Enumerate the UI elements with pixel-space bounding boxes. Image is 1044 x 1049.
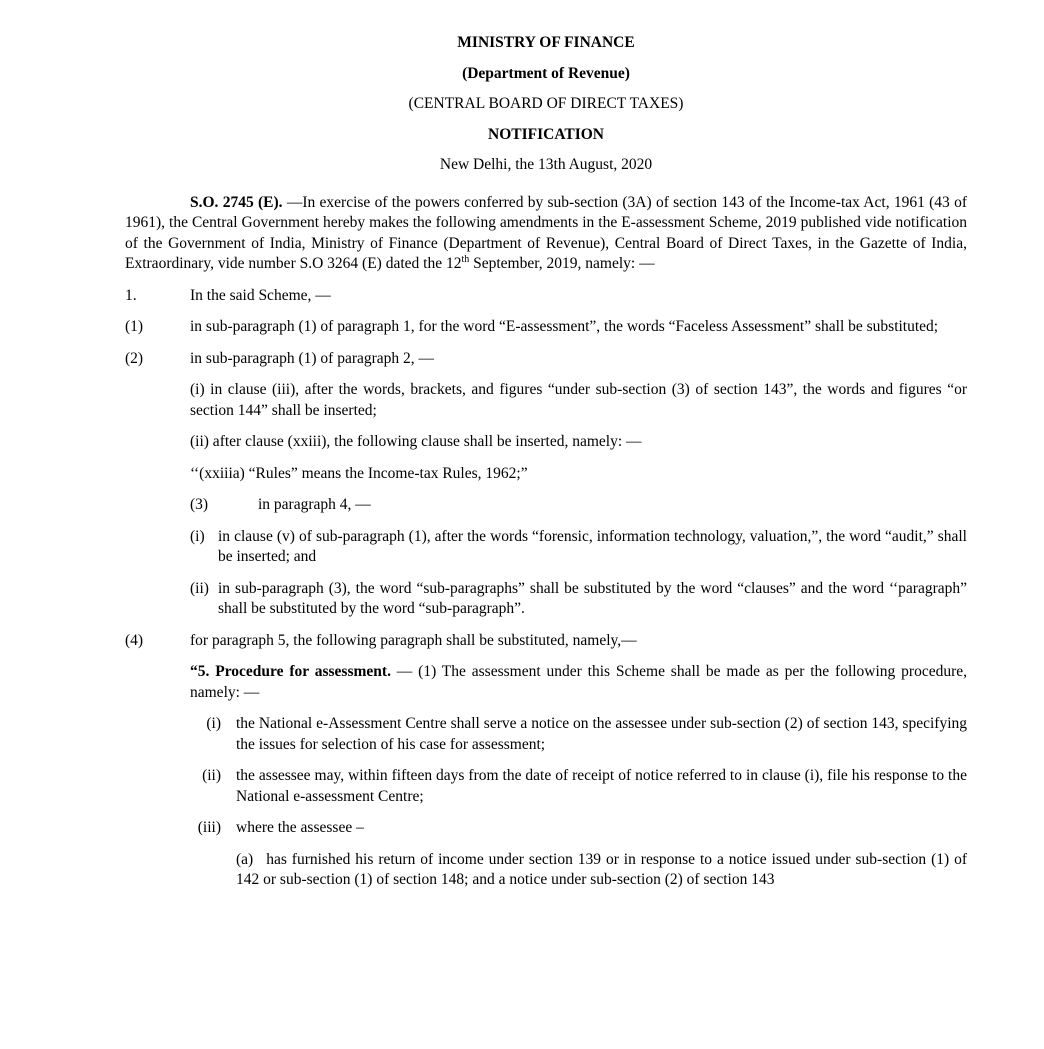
item-text: has furnished his return of income under section 139 or in response to a notice issued under sub-section (1) of 142 or sub-section (1) of section 148; and a notice under sub-section (2) of section 143 [236,850,967,888]
item-text: in clause (v) of sub-paragraph (1), after the words “forensic, information technology, valuation,”, the word “audit,” shall be inserted; and [218,527,967,565]
item-text: In the said Scheme, — [190,286,331,304]
heading-department: (Department of Revenue) [462,64,630,82]
item-marker: (1) [125,318,144,335]
list-item-clause-1 [125,317,967,338]
item-marker: (4) [125,631,144,649]
intro-superscript: th [461,253,470,265]
notification-document [125,0,967,891]
item-marker: (ii) [190,579,209,597]
item-marker: (iii) [197,819,221,836]
item-marker: (ii) [202,767,221,784]
heading-board: (CENTRAL BOARD OF DIRECT TAXES) [408,95,684,112]
item-marker: (3) [190,496,209,513]
item-marker: (2) [125,349,144,367]
procedure-item-ii [125,766,967,807]
item-text: where the assessee – [236,819,364,836]
item-text: the National e-Assessment Centre shall serve a notice on the assessee under sub-section (2) of section 143, specifying the issues for selection of his case for assessment; [236,715,967,753]
heading-ministry: MINISTRY OF FINANCE [457,34,635,51]
item-text: in sub-paragraph (1) of paragraph 1, for the word “E-assessment”, the words “Faceless Assessment” shall be substituted; [190,318,939,335]
clause-3-sub-ii [190,579,967,620]
clause-2-sub-i: (i) in clause (iii), after the words, brackets, and figures “under sub-section (3) of section 143”, the words and figures “or section 144” shall be inserted; [190,381,967,419]
paragraph-5-procedure [190,662,967,703]
list-item-clause-2 [125,349,967,370]
dateline: New Delhi, the 13th August, 2020 [439,156,653,173]
item-text: in paragraph 4, — [258,496,371,513]
item-marker: (i) [190,527,205,545]
procedure-item-i [125,714,967,755]
clause-3-sub-i [190,527,967,568]
item-text: in sub-paragraph (1) of paragraph 2, — [190,349,435,367]
clause-2-sub-ii: (ii) after clause (xxiii), the following clause shall be inserted, namely: — [190,433,642,450]
list-item-main-1 [125,286,967,307]
list-item-clause-3 [190,495,967,516]
intro-paragraph [125,193,967,275]
paragraph-5-lead: “5. Procedure for assessment. [190,663,391,680]
item-marker: 1. [125,286,137,304]
item-text: in sub-paragraph (3), the word “sub-paragraphs” shall be substituted by the word “clauses” and the word ‘‘paragraph” shall be substituted by the word “sub-paragraph”. [218,579,967,617]
so-number: S.O. 2745 (E). [190,193,283,211]
intro-text-2: September, 2019, namely: — [469,255,655,272]
item-text: the assessee may, within fifteen days from the date of receipt of notice referred to in clause (i), file his response to the National e-assessment Centre; [236,767,967,805]
procedure-item-iii [125,818,967,839]
paragraph-5-rest: — (1) The assessment under this Scheme shall be made as per the following procedure, namely: — [190,663,967,701]
intro-text-1: —In exercise of the powers conferred by sub-section (3A) of section 143 of the Income-tax Act, 1961 (43 of 1961), the Central Government hereby makes the following amendments in the E-assessment Scheme, 2019 published vide notification of the Government of India, Ministry of Finance (Department of Revenue), Central Board of Direct Taxes, in the Gazette of India, Extraordinary, vide number S.O 3264 (E) dated the 12 [125,193,967,272]
heading-notification: NOTIFICATION [488,125,604,143]
list-item-clause-4 [125,631,967,652]
item-marker: (a) [236,850,254,868]
item-text: for paragraph 5, the following paragraph shall be substituted, namely,— [190,631,637,649]
clause-2-inserted-text: ‘‘(xxiiia) “Rules” means the Income-tax Rules, 1962;” [190,464,528,482]
sub-clause-a [236,850,967,891]
item-marker: (i) [206,715,221,732]
